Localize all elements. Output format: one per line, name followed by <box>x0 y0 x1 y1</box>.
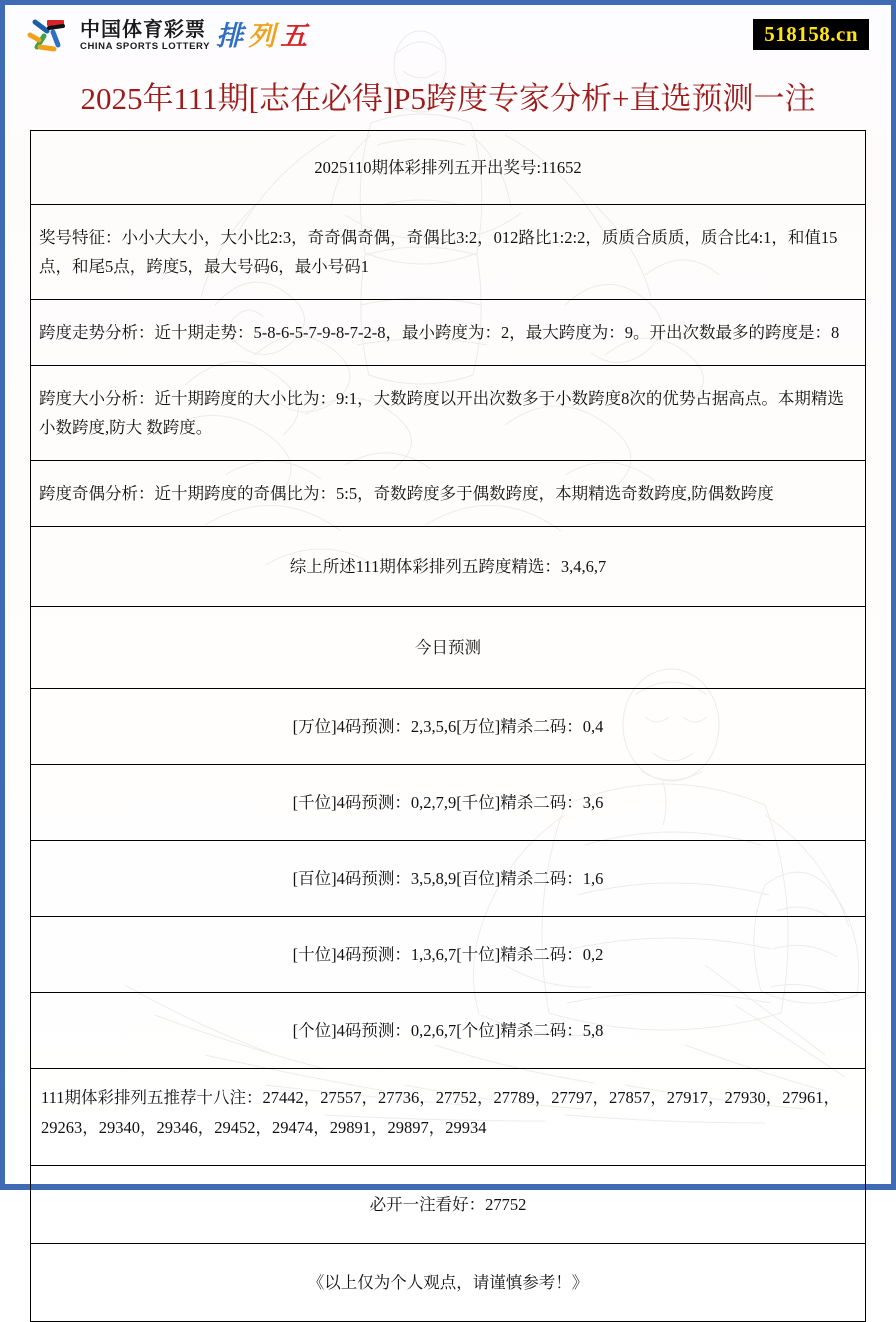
site-domain-badge[interactable]: 518158.cn <box>753 19 869 50</box>
table-row <box>31 366 866 461</box>
cell-best-single-pick: 必开一注看好：27752 <box>31 1166 866 1244</box>
cell-span-summary: 综上所述111期体彩排列五跨度精选：3,4,6,7 <box>31 527 866 607</box>
page-title: 2025年111期[志在必得]P5跨度专家分析+直选预测一注 <box>80 81 816 116</box>
cell-prediction-wan: [万位]4码预测：2,3,5,6[万位]精杀二码：0,4 <box>31 689 866 765</box>
cell-disclaimer: 《以上仅为个人观点，请谨慎参考！》 <box>31 1244 866 1322</box>
cell-prediction-shi: [十位]4码预测：1,3,6,7[十位]精杀二码：0,2 <box>31 917 866 993</box>
logo-wordmark <box>80 16 210 56</box>
logo-brand-en: CHINA SPORTS LOTTERY <box>80 41 211 52</box>
table-row <box>31 1166 866 1244</box>
analysis-table-body <box>31 131 866 1322</box>
logo-brand-cn: 中国体育彩票 <box>80 19 206 41</box>
cell-span-trend-analysis: 跨度走势分析：近十期走势：5-8-6-5-7-9-8-7-2-8，最小跨度为：2，最大跨度为：9。开出次数最多的跨度是：8 <box>31 300 866 366</box>
cell-recommended-eighteen: 111期体彩排列五推荐十八注：27442，27557，27736，27752，27789，27797，27857，27917，27930，27961，29263，29340，29346，29452，29474，29891，29897，29934 <box>31 1069 866 1166</box>
cell-prediction-bai: [百位]4码预测：3,5,8,9[百位]精杀二码：1,6 <box>31 841 866 917</box>
cell-span-size-analysis: 跨度大小分析：近十期跨度的大小比为：9:1，大数跨度以开出次数多于小数跨度8次的优势占据高点。本期精选小数跨度,防大 数跨度。 <box>31 366 866 461</box>
sports-lottery-logo[interactable] <box>27 14 306 58</box>
table-row <box>31 131 866 205</box>
table-row <box>31 993 866 1069</box>
table-row <box>31 300 866 366</box>
analysis-table <box>30 130 866 1322</box>
table-row <box>31 1069 866 1166</box>
table-row <box>31 607 866 689</box>
table-row <box>31 765 866 841</box>
cell-prediction-qian: [千位]4码预测：0,2,7,9[千位]精杀二码：3,6 <box>31 765 866 841</box>
cell-prediction-ge: [个位]4码预测：0,2,6,7[个位]精杀二码：5,8 <box>31 993 866 1069</box>
cell-draw-result: 2025110期体彩排列五开出奖号:11652 <box>31 131 866 205</box>
cell-number-features: 奖号特征：小小大大小，大小比2:3，奇奇偶奇偶，奇偶比3:2，012路比1:2:2，质质合质质，质合比4:1，和值15点，和尾5点，跨度5，最大号码6，最小号码1 <box>31 205 866 300</box>
cell-today-prediction-header: 今日预测 <box>31 607 866 689</box>
page-content <box>5 5 891 1322</box>
table-row <box>31 917 866 993</box>
table-row <box>31 461 866 527</box>
table-row <box>31 205 866 300</box>
table-row <box>31 689 866 765</box>
cell-span-parity-analysis: 跨度奇偶分析：近十期跨度的奇偶比为：5:5，奇数跨度多于偶数跨度，本期精选奇数跨度,防偶数跨度 <box>31 461 866 527</box>
logo-game-char-2: 列 <box>248 21 275 51</box>
table-row <box>31 1244 866 1322</box>
logo-game-char-3: 五 <box>280 21 307 51</box>
site-header <box>5 5 891 71</box>
lottery-emblem-icon <box>27 16 73 56</box>
table-row <box>31 527 866 607</box>
logo-game-char-1: 排 <box>216 21 243 51</box>
table-row <box>31 841 866 917</box>
